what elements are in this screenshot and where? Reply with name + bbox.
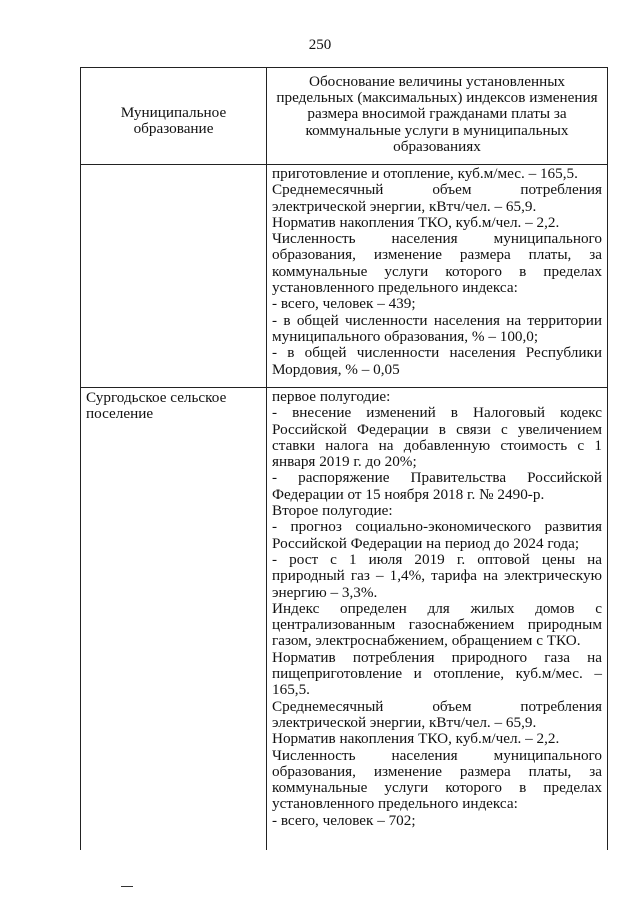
header-justification: Обоснование величины установленных предельных (максимальных) индексов изменения размера вносимой гражданами платы за коммунальные услуги в муниципальных образованиях xyxy=(267,68,608,165)
table-row xyxy=(81,388,608,851)
footer-dash xyxy=(121,886,133,887)
justification-line: Численность населения муниципального образования, изменение размера платы, за коммунальные услуги которого в пределах установленного предельного индекса: xyxy=(272,230,602,297)
page-number: 250 xyxy=(308,37,332,53)
justification-line: - распоряжение Правительства Российской Федерации от 15 ноября 2018 г. № 2490-р. xyxy=(272,469,602,503)
justification-line: - всего, человек – 439; xyxy=(272,295,416,313)
justification-line: - внесение изменений в Налоговый кодекс Российской Федерации в связи с увеличением ставки налога на добавленную стоимость с 1 января 2019 г. до 20%; xyxy=(272,404,602,471)
table-header-row xyxy=(81,68,608,165)
justification-line: Норматив накопления ТКО, куб.м/чел. – 2,2. xyxy=(272,213,560,231)
justification-line: Индекс определен для жилых домов с централизованным газоснабжением природным газом, электроснабжением, обращением с ТКО. xyxy=(272,599,602,650)
justification-table xyxy=(80,67,608,850)
justification-line: Среднемесячный объем потребления электрической энергии, кВтч/чел. – 65,9. xyxy=(272,181,602,215)
justification-line: первое полугодие: xyxy=(272,388,391,405)
justification-line: Норматив накопления ТКО, куб.м/чел. – 2,2. xyxy=(272,730,560,748)
justification-cell xyxy=(267,165,608,388)
justification-line: Среднемесячный объем потребления электрической энергии, кВтч/чел. – 65,9. xyxy=(272,697,602,731)
justification-line: - в общей численности населения Республики Мордовия, % – 0,05 xyxy=(272,344,602,378)
justification-line: - рост с 1 июля 2019 г. оптовой цены на природный газ – 1,4%, тарифа на электрическую энергию – 3,3%. xyxy=(272,550,602,601)
justification-line: приготовление и отопление, куб.м/мес. – 165,5. xyxy=(272,165,578,182)
municipality-cell xyxy=(81,165,267,388)
justification-line: - всего, человек – 702; xyxy=(272,811,416,829)
justification-cell xyxy=(267,388,608,851)
justification-line: Численность населения муниципального образования, изменение размера платы, за коммунальные услуги которого в пределах установленного предельного индекса: xyxy=(272,746,602,813)
justification-line: - в общей численности населения на территории муниципального образования, % – 100,0; xyxy=(272,311,602,345)
justification-line: Второе полугодие: xyxy=(272,502,393,520)
table-row xyxy=(81,165,608,388)
header-municipality: Муниципальное образование xyxy=(81,68,267,165)
justification-line: - прогноз социально-экономического развития Российской Федерации на период до 2024 года; xyxy=(272,518,602,552)
justification-line: Норматив потребления природного газа на пищеприготовление и отопление, куб.м/мес. – 165,5. xyxy=(272,648,602,699)
municipality-cell: Сургодьское сельское поселение xyxy=(81,388,267,851)
